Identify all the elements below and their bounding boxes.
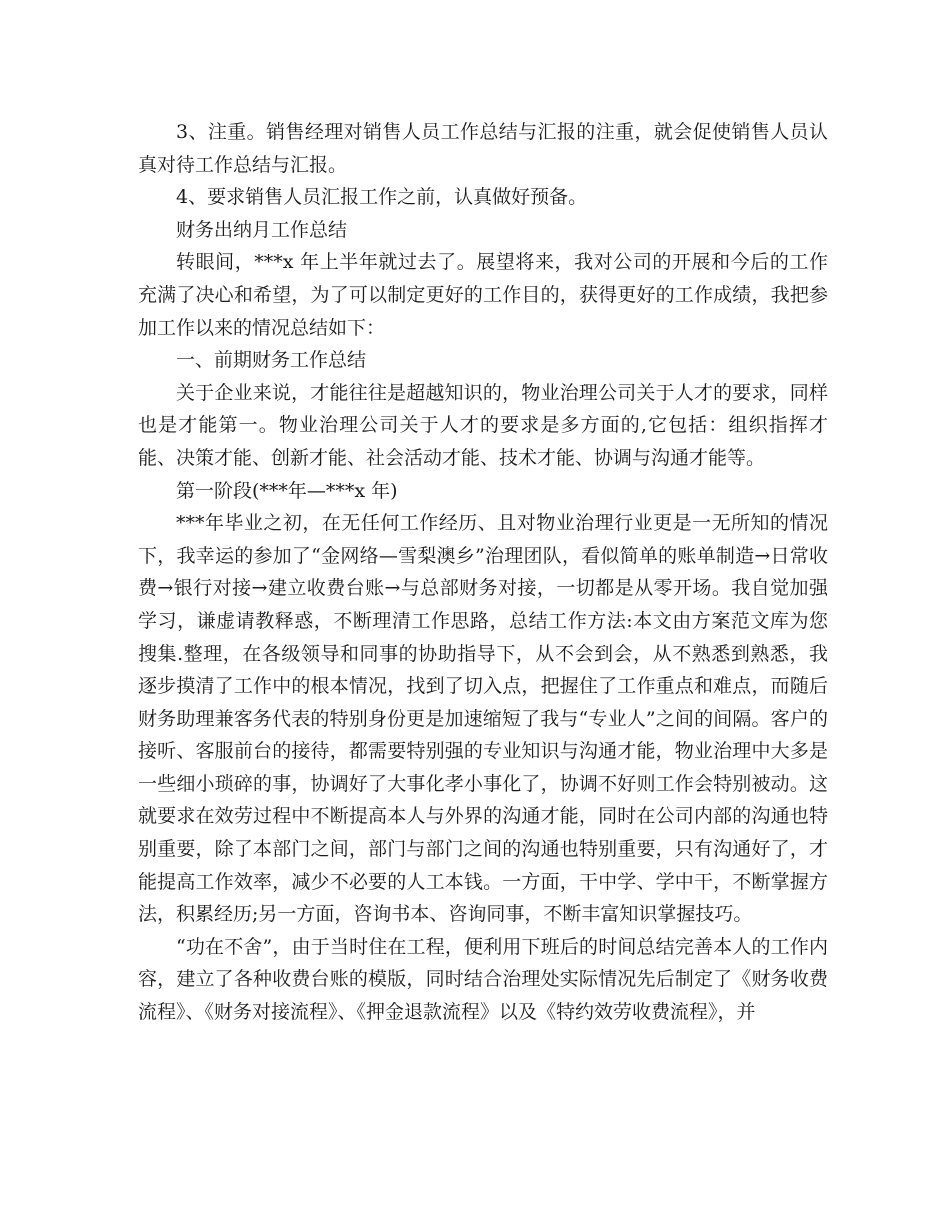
paragraph-intro: 转眼间，***x 年上半年就过去了。展望将来，我对公司的开展和今后的工作充满了决心和希望，为了可以制定更好的工作目的，获得更好的工作成绩，我把参加工作以来的情况总结如下： [138, 251, 828, 339]
paragraph-1: 3、注重。销售经理对销售人员工作总结与汇报的注重，就会促使销售人员认真对待工作总结与汇报。 [138, 121, 828, 176]
paragraph-2: 4、要求销售人员汇报工作之前，认真做好预备。 [176, 186, 588, 209]
section-title: 财务出纳月工作总结 [176, 218, 348, 241]
section-heading-1: 一、前期财务工作总结 [176, 349, 367, 372]
stage-heading-1: 第一阶段(***年—***x 年) [176, 479, 398, 502]
paragraph-persistence: “功在不舍”，由于当时住在工程，便利用下班后的时间总结完善本人的工作内容，建立了各种收费台账的模版，同时结合治理处实际情况先后制定了《财务收费流程》、《财务对接流程》、《押金退款流程》以及《特约效劳收费流程》，并 [138, 935, 828, 1024]
paragraph-talent: 关于企业来说，才能往往是超越知识的，物业治理公司关于人才的要求，同样也是才能第一。物业治理公司关于人才的要求是多方面的,它包括：组织指挥才能、决策才能、创新才能、社会活动才能、技术才能、协调与沟通才能等。 [138, 381, 828, 469]
document-body [138, 116, 828, 1029]
paragraph-stage-1: ***年毕业之初，在无任何工作经历、且对物业治理行业更是一无所知的情况下，我幸运的参加了“金网络—雪梨澳乡”治理团队，看似简单的账单制造→日常收费→银行对接→建立收费台账→与总部财务对接，一切都是从零开场。我自觉加强学习，谦虚请教释惑，不断理清工作思路，总结工作方法:本文由方案范文库为您搜集.整理，在各级领导和同事的协助指导下，从不会到会，从不熟悉到熟悉，我逐步摸清了工作中的根本情况，找到了切入点，把握住了工作重点和难点，而随后财务助理兼客务代表的特别身份更是加速缩短了我与“专业人”之间的间隔。客户的接听、客服前台的接待，都需要特别强的专业知识与沟通才能，物业治理中大多是一些细小琐碎的事，协调好了大事化孝小事化了，协调不好则工作会特别被动。这就要求在效劳过程中不断提高本人与外界的沟通才能，同时在公司内部的沟通也特别重要，除了本部门之间，部门与部门之间的沟通也特别重要，只有沟通好了，才能提高工作效率，减少不必要的人工本钱。一方面，干中学、学中干，不断掌握方法，积累经历;另一方面，咨询书本、咨询同事，不断丰富知识掌握技巧。 [138, 512, 828, 926]
